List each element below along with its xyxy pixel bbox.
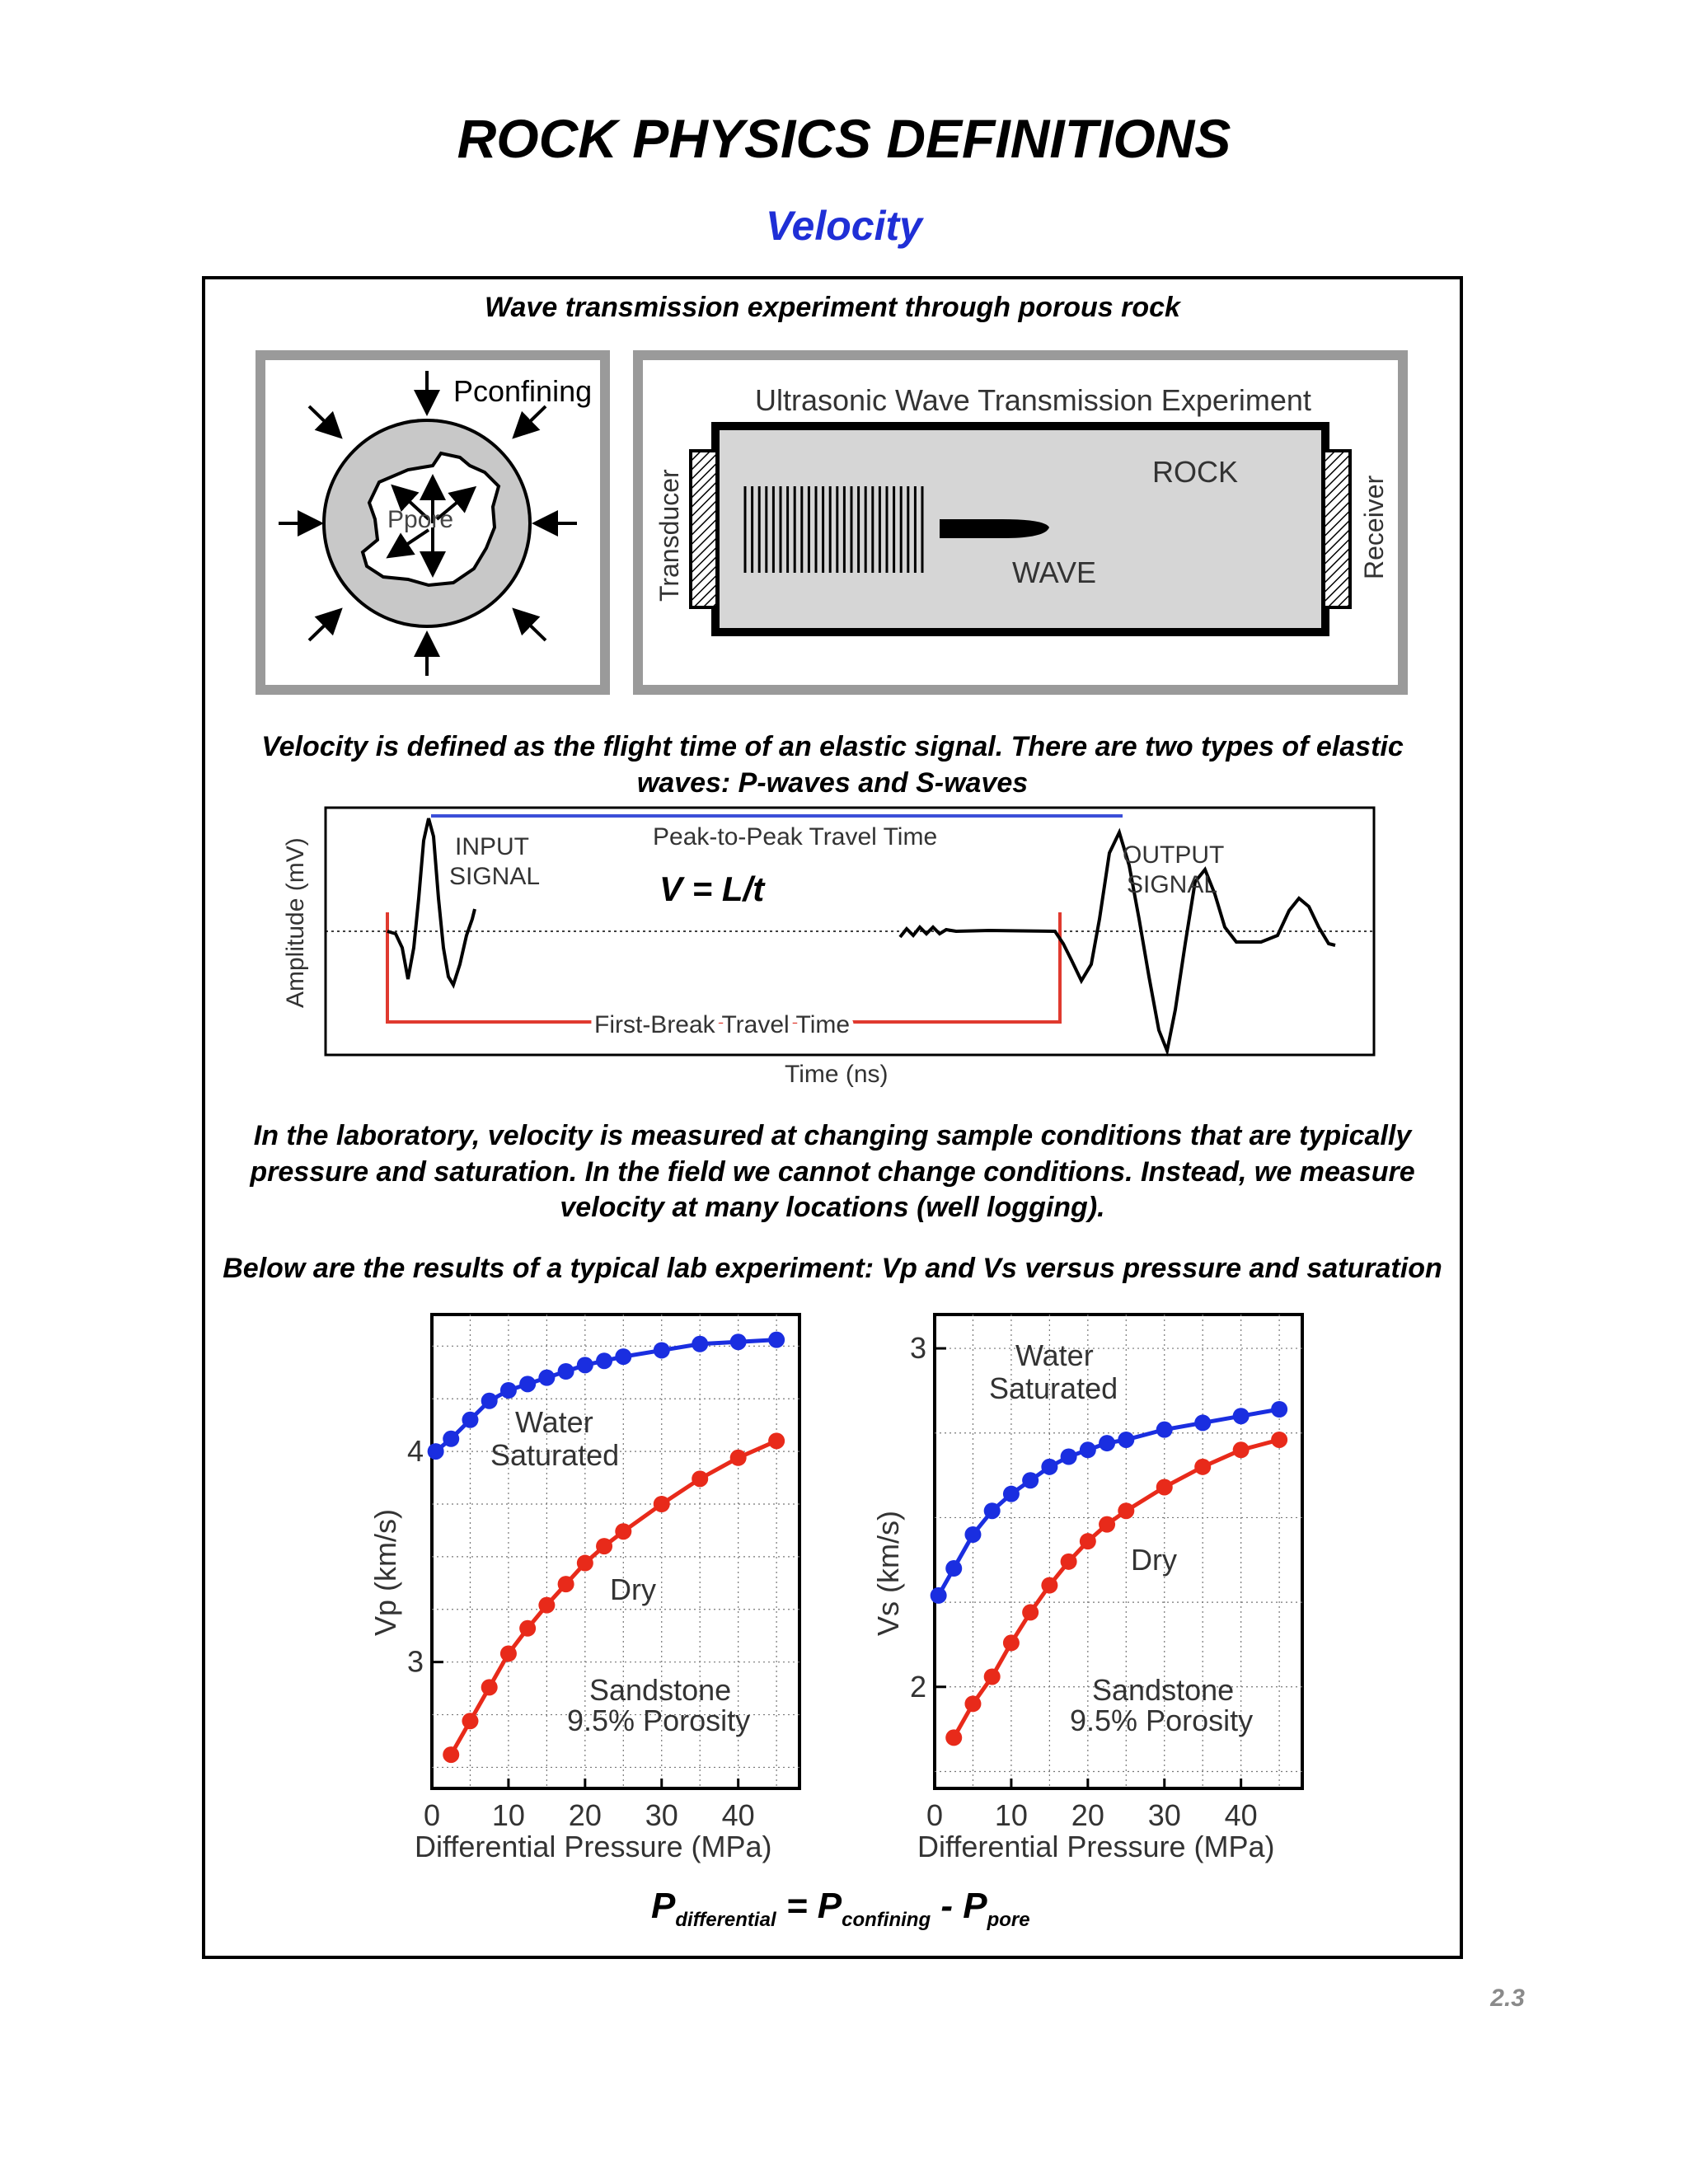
ultrasonic-diagram <box>633 350 1408 696</box>
vp-data-point <box>615 1348 631 1365</box>
transducer-label: Transducer <box>654 469 684 602</box>
formula-sub-differential: differential <box>675 1909 776 1931</box>
vs-data-point <box>984 1502 1001 1519</box>
vp-data-point <box>519 1620 536 1637</box>
vs-ylabel: Vs (km/s) <box>871 1511 905 1636</box>
formula-p3: P <box>963 1886 987 1926</box>
vp-data-point <box>615 1523 631 1540</box>
vs-data-point <box>1061 1449 1077 1465</box>
vs-chart <box>865 1306 1327 1875</box>
vp-data-point <box>768 1432 785 1449</box>
vs-dry-label: Dry <box>1131 1543 1177 1577</box>
vp-data-point <box>538 1370 555 1386</box>
vs-data-point <box>1156 1479 1173 1495</box>
vp-data-point <box>768 1332 785 1348</box>
vs-data-point <box>964 1695 981 1712</box>
vp-data-point <box>462 1713 478 1729</box>
receiver-label: Receiver <box>1359 475 1389 579</box>
vs-saturated-label: Saturated <box>989 1371 1118 1405</box>
vp-data-point <box>500 1645 517 1661</box>
vs-data-point <box>1233 1441 1250 1458</box>
vs-x-tick-label: 20 <box>1071 1798 1104 1832</box>
vp-data-point <box>519 1376 536 1392</box>
vs-data-point <box>1118 1432 1134 1448</box>
input-signal-label: INPUT <box>455 833 529 860</box>
vs-x-tick-label: 40 <box>1224 1798 1258 1832</box>
vs-data-point <box>1156 1422 1173 1438</box>
vs-data-point <box>1003 1634 1020 1651</box>
vp-data-point <box>462 1412 478 1428</box>
formula-equals: = <box>776 1886 818 1926</box>
vp-data-point <box>692 1470 708 1487</box>
vs-sandstone-label: Sandstone <box>1092 1673 1235 1707</box>
vs-data-point <box>1080 1441 1096 1458</box>
vp-ylabel: Vp (km/s) <box>368 1508 402 1636</box>
vs-data-point <box>1061 1554 1077 1570</box>
vp-data-point <box>730 1333 747 1350</box>
vs-data-point <box>1099 1435 1115 1451</box>
vp-data-point <box>481 1393 498 1409</box>
vp-dry-label: Dry <box>610 1572 656 1606</box>
vp-data-point <box>577 1555 593 1572</box>
vs-x-tick-label: 10 <box>994 1798 1028 1832</box>
formula-sub-confining: confining <box>842 1909 931 1931</box>
vs-porosity-label: 9.5% Porosity <box>1070 1704 1254 1737</box>
vp-sandstone-label: Sandstone <box>589 1673 732 1707</box>
vp-data-point <box>558 1576 574 1592</box>
velocity-formula: V = L/t <box>659 869 765 908</box>
vp-x-tick-label: 10 <box>491 1798 525 1832</box>
formula-p2: P <box>817 1886 842 1926</box>
vs-x-tick-label: 0 <box>926 1798 944 1832</box>
vs-data-point <box>945 1729 962 1746</box>
vp-saturated-label: Saturated <box>490 1438 620 1472</box>
page-title: ROCK PHYSICS DEFINITIONS <box>457 108 1231 169</box>
vp-y-tick-label: 3 <box>406 1644 424 1679</box>
vp-data-point <box>428 1443 444 1460</box>
vs-data-point <box>1041 1459 1057 1475</box>
output-signal-label: OUTPUT <box>1123 841 1225 869</box>
vs-data-point <box>1099 1516 1115 1533</box>
vp-porosity-label: 9.5% Porosity <box>567 1704 751 1737</box>
caption-results: Below are the results of a typical lab experiment: Vp and Vs versus pressure and saturation <box>223 1253 1442 1284</box>
vp-water-label: Water <box>515 1405 593 1439</box>
pconfining-label: Pconfining <box>453 374 593 408</box>
vs-data-point <box>1022 1604 1039 1620</box>
vs-data-point <box>984 1668 1001 1685</box>
vs-data-point <box>1041 1577 1057 1594</box>
pressure-formula <box>643 1881 1071 1938</box>
vs-y-tick-label: 2 <box>909 1669 926 1704</box>
vp-data-point <box>481 1679 498 1695</box>
formula-p1: P <box>651 1886 676 1926</box>
pressure-diagram <box>256 350 610 696</box>
vp-data-point <box>443 1746 459 1763</box>
vp-x-tick-label: 30 <box>645 1798 678 1832</box>
caption-velocity-definition: Velocity is defined as the flight time of an elastic signal. There are two types of elastic waves: P-waves and S-waves <box>261 731 1404 799</box>
formula-sub-pore: pore <box>987 1909 1030 1931</box>
vp-x-tick-label: 20 <box>568 1798 602 1832</box>
vs-y-tick-label: 3 <box>909 1331 926 1366</box>
output-signal-label-2: SIGNAL <box>1127 871 1218 898</box>
caption-laboratory: In the laboratory, velocity is measured at changing sample conditions that are typically pressure and saturation. In the field we cannot change conditions. Instead, we measure velocity at many locations (well logging). <box>250 1120 1415 1224</box>
vp-data-point <box>500 1382 517 1399</box>
vp-data-point <box>654 1496 670 1512</box>
vs-data-point <box>1194 1459 1211 1475</box>
formula-minus: - <box>931 1886 964 1926</box>
first-break-label: First-Break Travel Time <box>594 1011 851 1038</box>
vp-chart <box>363 1306 824 1875</box>
vs-data-point <box>1022 1472 1039 1488</box>
rock-label: ROCK <box>1152 455 1239 489</box>
vp-xlabel: Differential Pressure (MPa) <box>415 1830 772 1863</box>
wave-label: WAVE <box>1012 555 1097 589</box>
vp-data-point <box>558 1363 574 1380</box>
vp-data-point <box>538 1597 555 1614</box>
vs-x-tick-label: 30 <box>1147 1798 1181 1832</box>
input-signal-label-2: SIGNAL <box>449 863 541 890</box>
vp-data-point <box>443 1431 459 1447</box>
page-number: 2.3 <box>1490 1985 1525 2012</box>
vs-data-point <box>1080 1533 1096 1549</box>
vs-data-point <box>1271 1401 1287 1418</box>
vp-data-point <box>654 1342 670 1358</box>
vs-data-point <box>1003 1486 1020 1502</box>
transducer-block <box>691 451 717 607</box>
vp-data-point <box>596 1352 612 1369</box>
page-subtitle: Velocity <box>766 203 922 249</box>
wave-bullet-icon <box>940 519 1049 538</box>
vp-y-tick-label: 4 <box>406 1434 424 1469</box>
ultrasonic-title: Ultrasonic Wave Transmission Experiment <box>755 383 1311 417</box>
signal-xlabel: Time (ns) <box>785 1061 889 1088</box>
vs-data-point <box>945 1560 962 1577</box>
vp-x-tick-label: 0 <box>423 1798 441 1832</box>
signal-ylabel: Amplitude (mV) <box>282 837 309 1008</box>
vs-data-point <box>1271 1432 1287 1448</box>
receiver-block <box>1324 451 1350 607</box>
vs-data-point <box>931 1587 947 1604</box>
vp-x-tick-label: 40 <box>721 1798 755 1832</box>
svg-text:Pdifferential = Pconfining - P <box>651 1886 1030 1931</box>
vp-data-point <box>692 1336 708 1352</box>
vp-data-point <box>730 1450 747 1466</box>
signal-plot <box>272 804 1401 1092</box>
vp-data-point <box>596 1538 612 1554</box>
ppore-label: Ppore <box>387 506 454 533</box>
vs-data-point <box>1233 1408 1250 1424</box>
vs-water-label: Water <box>1015 1338 1094 1372</box>
peak-to-peak-label: Peak-to-Peak Travel Time <box>653 823 938 851</box>
caption-wave-transmission: Wave transmission experiment through porous rock <box>485 292 1180 323</box>
vs-xlabel: Differential Pressure (MPa) <box>917 1830 1275 1863</box>
vs-data-point <box>964 1526 981 1543</box>
vs-data-point <box>1194 1414 1211 1431</box>
vp-data-point <box>577 1357 593 1373</box>
vs-data-point <box>1118 1502 1134 1519</box>
